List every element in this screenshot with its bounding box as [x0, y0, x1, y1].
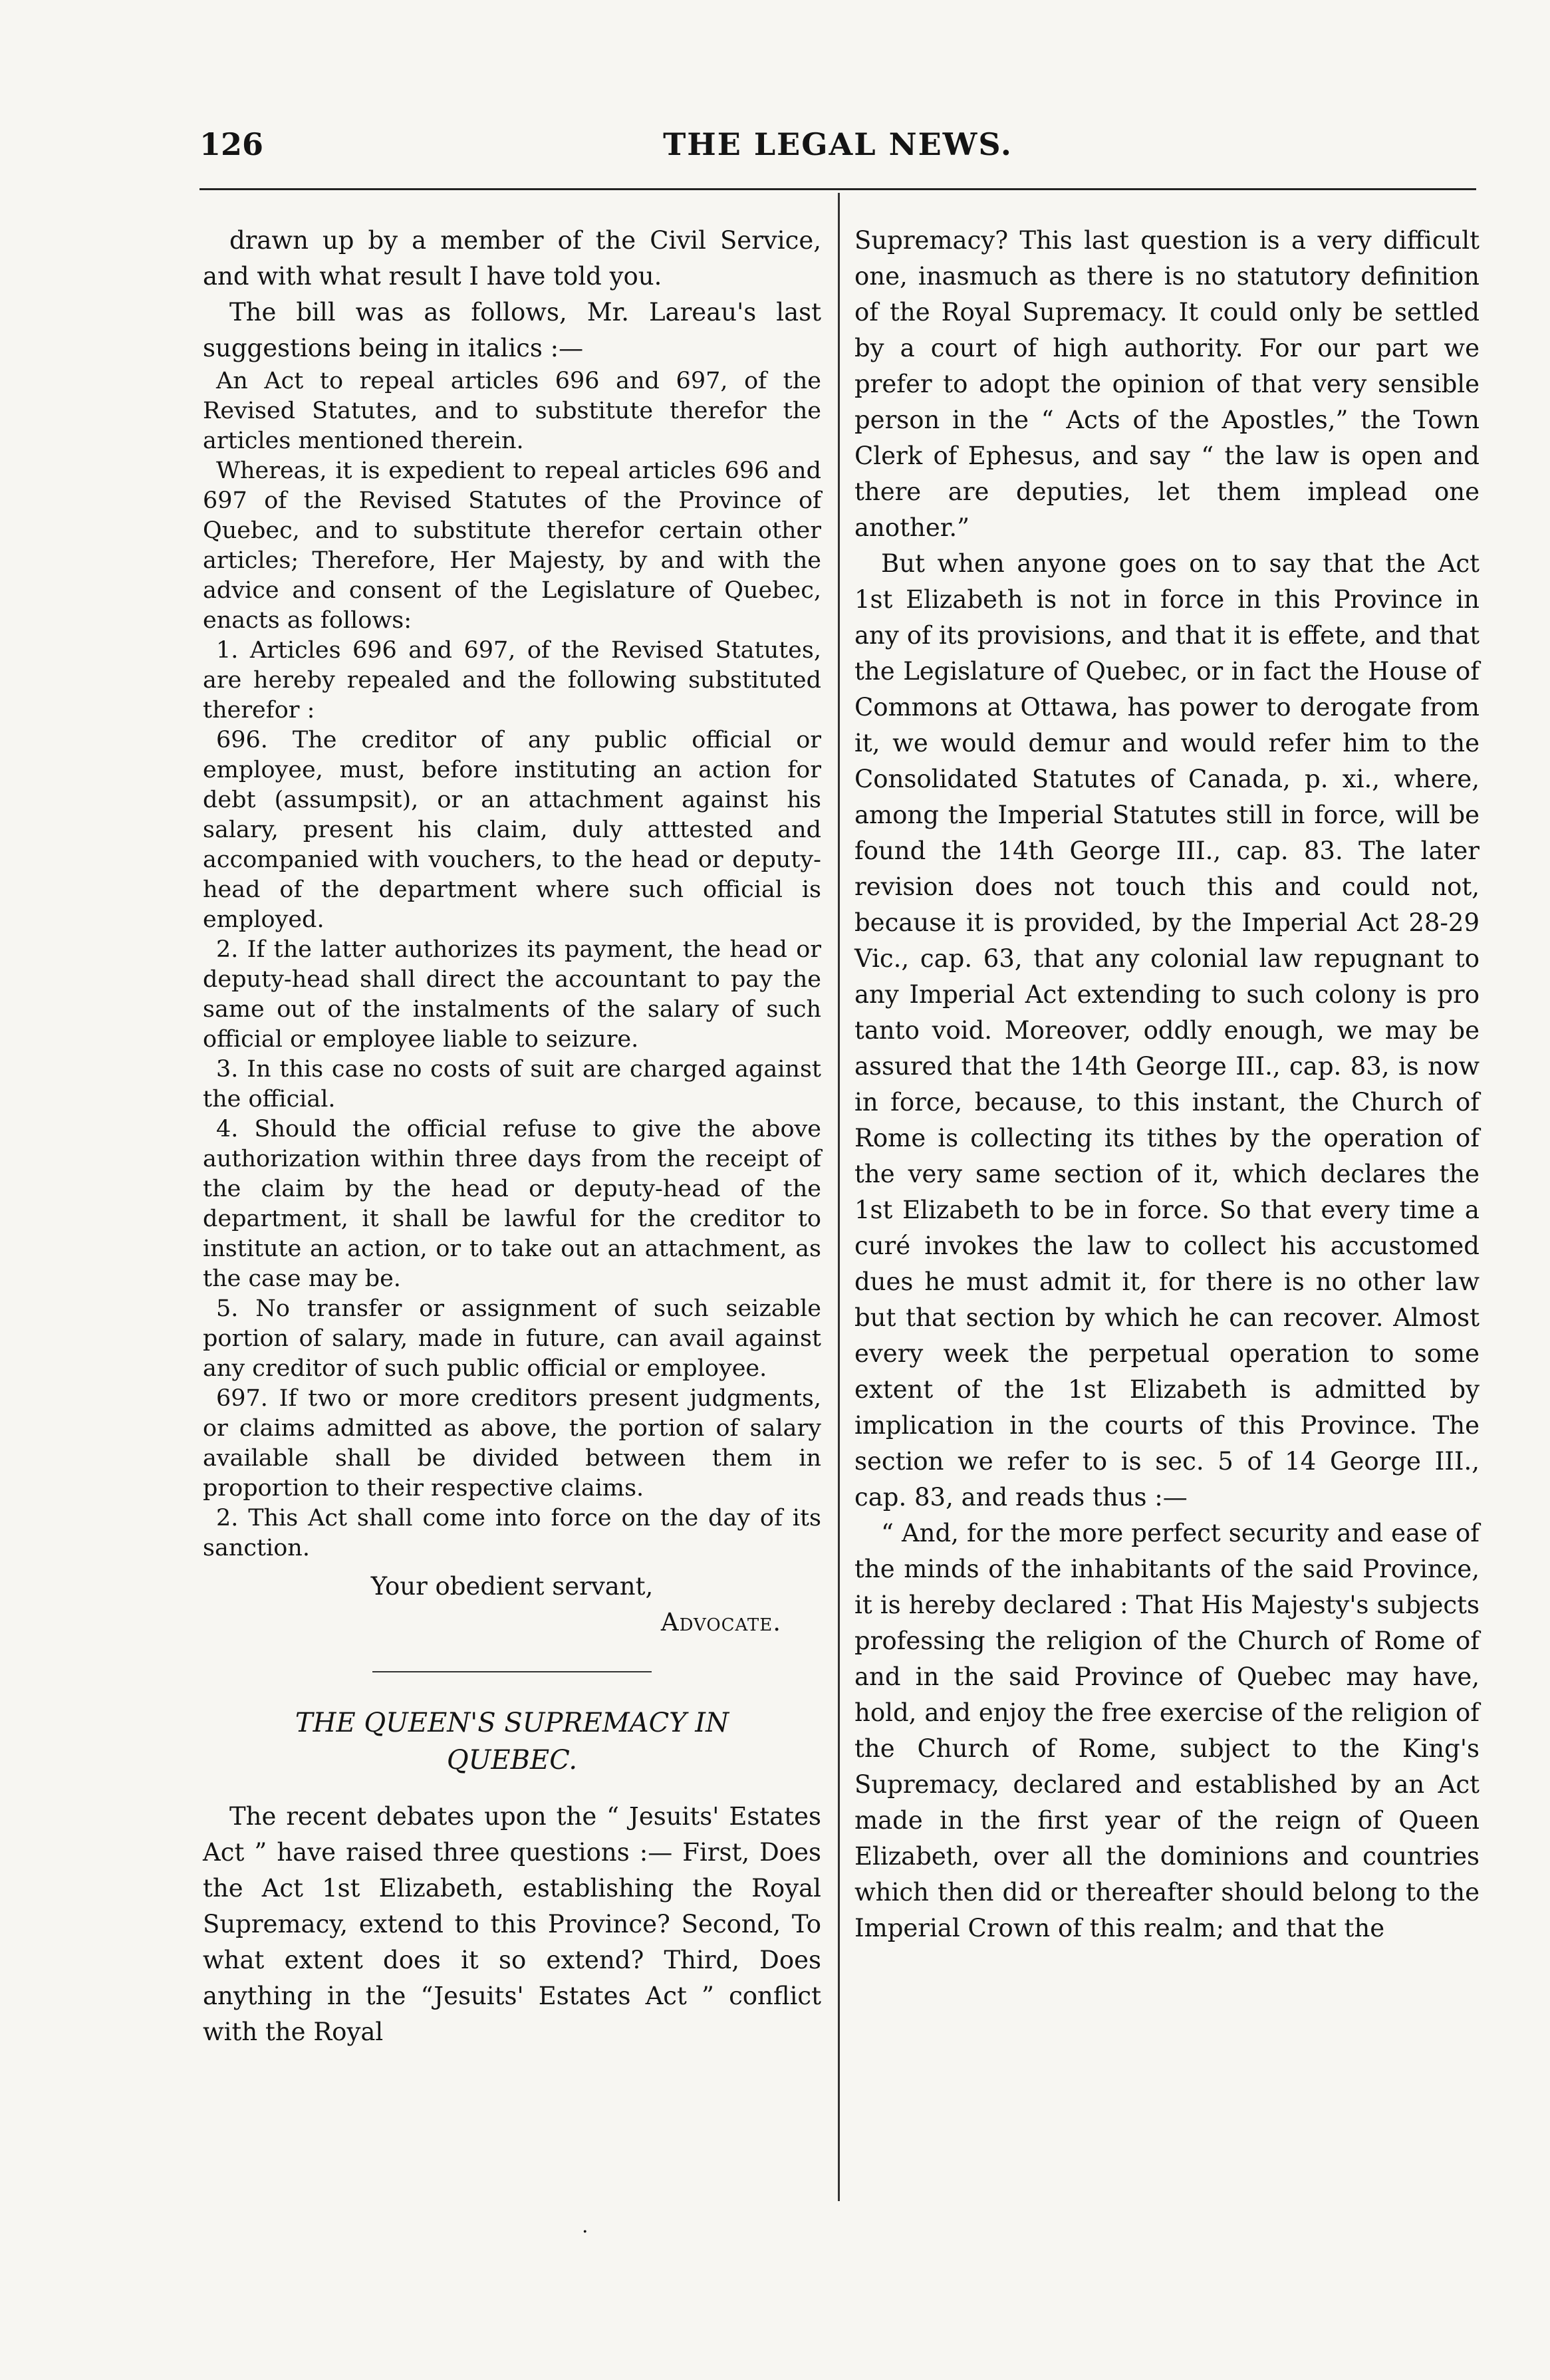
article-title-line: QUEBEC.: [446, 1745, 578, 1776]
bill-paragraph: 2. This Act shall come into force on the day of its sanction.: [203, 1505, 821, 1561]
header-rule: [199, 188, 1476, 190]
bill-paragraph: An Act to repeal articles 696 and 697, of the Revised Statutes, and to substitute therefor the articles mentioned therein.: [203, 368, 821, 454]
paragraph: But when anyone goes on to say that the Act 1st Elizabeth is not in force in this Province in any of its provisions, and that it is effete, and that the Legislature of Quebec, or in fact the House of Commons at Ottawa, has power to derogate from it, we would demur and would refer him to the Consolidated Statutes of Canada, p. xi., where, among the Imperial Statutes still in force, will be found the 14th George III., cap. 83. The later revision does not touch this and could not, because it is provided, by the Imperial Act 28-29 Vic., cap. 63, that any colonial law repugnant to any Imperial Act extending to such colony is pro tanto void. Moreover, oddly enough, we may be assured that the 14th George III., cap. 83, is now in force, because, to this instant, the Church of Rome is collecting its tithes by the operation of the very same section of it, which declares the 1st Elizabeth to be in force. So that every time a curé invokes the law to collect his accustomed dues he must admit it, for there is no other law but that section by which he can recover. Almost every week the perpetual operation to some extent of the 1st Elizabeth is admitted by implication in the courts of this Province. The section we refer to is sec. 5 of 14 George III., cap. 83, and reads thus :—: [854, 549, 1480, 1512]
bill-paragraph: 4. Should the official refuse to give the above authorization within three days from the receipt of the claim by the head or deputy-head of the department, it shall be lawful for the creditor to institute an action, or to take out an attachment, as the case may be.: [203, 1116, 821, 1292]
right-column: [854, 223, 1480, 1946]
section-separator: [372, 1671, 652, 1672]
bill-paragraph: 1. Articles 696 and 697, of the Revised Statutes, are hereby repealed and the following substituted therefor :: [203, 637, 821, 724]
bill-paragraph: 5. No transfer or assignment of such seizable portion of salary, made in future, can avail against any creditor of such public official or employee.: [203, 1295, 821, 1382]
paragraph: The bill was as follows, Mr. Lareau's last suggestions being in italics :—: [203, 298, 821, 362]
paragraph: Supremacy? This last question is a very difficult one, inasmuch as there is no statutory definition of the Royal Supremacy. It could only be settled by a court of high authority. For our part we prefer to adopt the opinion of that very sensible person in the “ Acts of the Apostles,” the Town Clerk of Ephesus, and say “ the law is open and there are deputies, let them implead one another.”: [854, 226, 1480, 542]
bill-paragraph: 697. If two or more creditors present judgments, or claims admitted as above, the portion of salary available shall be divided between them in proportion to their respective claims.: [203, 1385, 821, 1502]
signature: Advocate.: [660, 1608, 781, 1637]
column-divider: [838, 193, 840, 2201]
bill-text: [203, 366, 821, 1563]
page-number: 126: [199, 126, 264, 162]
paragraph: drawn up by a member of the Civil Service, and with what result I have told you.: [203, 226, 821, 291]
bill-paragraph: 2. If the latter authorizes its payment, the head or deputy-head shall direct the accountant to pay the same out of the instalments of the salary of such official or employee liable to seizure.: [203, 936, 821, 1053]
closing: Your obedient servant,: [370, 1572, 654, 1601]
journal-title: THE LEGAL NEWS.: [663, 126, 1013, 162]
article-title: [229, 1704, 795, 1779]
paragraph: “ And, for the more perfect security and ease of the minds of the inhabitants of the said Province, it is hereby declared : That His Majesty's subjects professing the religion of the Church of Rome of and in the said Province of Quebec may have, hold, and enjoy the free exercise of the religion of the Church of Rome, subject to the King's Supremacy, declared and established by an Act made in the first year of the reign of Queen Elizabeth, over all the dominions and countries which then did or thereafter should belong to the Imperial Crown of this realm; and that the: [854, 1519, 1480, 1942]
page-header: [199, 126, 1476, 173]
bill-paragraph: 3. In this case no costs of suit are charged against the official.: [203, 1056, 821, 1113]
left-column: [203, 223, 821, 2050]
bill-paragraph: 696. The creditor of any public official or employee, must, before instituting an action for debt (assumpsit), or an attachment against his salary, present his claim, duly atttested and accompanied with vouchers, to the head or deputy-head of the department where such official is employed.: [203, 727, 821, 933]
article-title-line: THE QUEEN'S SUPREMACY IN: [295, 1708, 729, 1738]
paragraph: The recent debates upon the “ Jesuits' Estates Act ” have raised three questions :— First, Does the Act 1st Elizabeth, establishing the Royal Supremacy, extend to this Province? Second, To what extent does it so extend? Third, Does anything in the “Jesuits' Estates Act ” conflict with the Royal: [203, 1802, 821, 2046]
page-mark: .: [582, 2214, 588, 2238]
bill-paragraph: Whereas, it is expedient to repeal articles 696 and 697 of the Revised Statutes of the Province of Quebec, and to substitute therefor certain other articles; Therefore, Her Majesty, by and with the advice and consent of the Legislature of Quebec, enacts as follows:: [203, 458, 821, 634]
